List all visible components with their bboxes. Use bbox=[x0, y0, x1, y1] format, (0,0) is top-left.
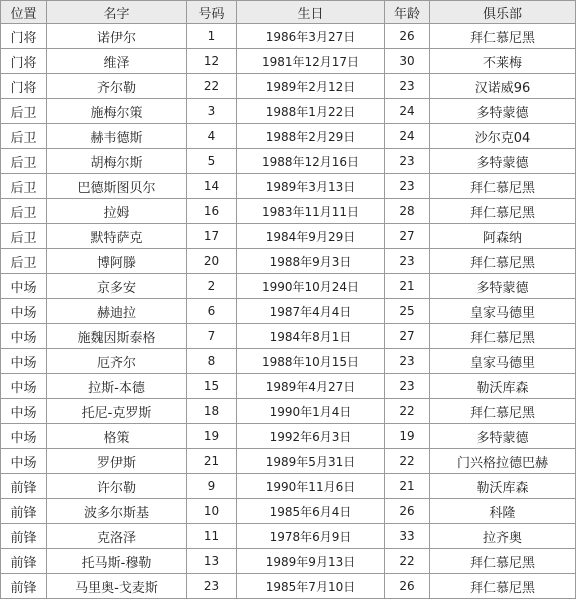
cell-number: 14 bbox=[187, 174, 237, 199]
cell-club: 门兴格拉德巴赫 bbox=[430, 449, 576, 474]
table-body bbox=[1, 24, 576, 599]
cell-position: 中场 bbox=[1, 374, 47, 399]
cell-club: 拜仁慕尼黑 bbox=[430, 574, 576, 599]
table-row bbox=[1, 574, 576, 599]
cell-position: 中场 bbox=[1, 349, 47, 374]
header-birthday: 生日 bbox=[237, 1, 385, 24]
cell-position: 后卫 bbox=[1, 124, 47, 149]
cell-birthday: 1988年1月22日 bbox=[237, 99, 385, 124]
cell-name: 克洛泽 bbox=[47, 524, 187, 549]
table-row bbox=[1, 474, 576, 499]
table-row bbox=[1, 149, 576, 174]
table-row bbox=[1, 299, 576, 324]
cell-position: 后卫 bbox=[1, 199, 47, 224]
table-row bbox=[1, 449, 576, 474]
cell-number: 4 bbox=[187, 124, 237, 149]
cell-number: 17 bbox=[187, 224, 237, 249]
cell-position: 后卫 bbox=[1, 174, 47, 199]
cell-club: 拜仁慕尼黑 bbox=[430, 399, 576, 424]
cell-name: 许尔勒 bbox=[47, 474, 187, 499]
cell-name: 格策 bbox=[47, 424, 187, 449]
cell-club: 勒沃库森 bbox=[430, 374, 576, 399]
cell-position: 中场 bbox=[1, 324, 47, 349]
cell-club: 沙尔克04 bbox=[430, 124, 576, 149]
cell-club: 拉齐奥 bbox=[430, 524, 576, 549]
cell-birthday: 1978年6月9日 bbox=[237, 524, 385, 549]
cell-number: 9 bbox=[187, 474, 237, 499]
cell-birthday: 1988年10月15日 bbox=[237, 349, 385, 374]
cell-name: 巴德斯图贝尔 bbox=[47, 174, 187, 199]
cell-position: 前锋 bbox=[1, 524, 47, 549]
header-row bbox=[1, 1, 576, 24]
cell-age: 26 bbox=[385, 24, 430, 49]
cell-age: 19 bbox=[385, 424, 430, 449]
cell-club: 拜仁慕尼黑 bbox=[430, 174, 576, 199]
cell-number: 2 bbox=[187, 274, 237, 299]
cell-number: 16 bbox=[187, 199, 237, 224]
cell-age: 23 bbox=[385, 74, 430, 99]
cell-number: 19 bbox=[187, 424, 237, 449]
cell-number: 6 bbox=[187, 299, 237, 324]
cell-position: 中场 bbox=[1, 399, 47, 424]
cell-age: 23 bbox=[385, 374, 430, 399]
cell-position: 门将 bbox=[1, 74, 47, 99]
cell-club: 拜仁慕尼黑 bbox=[430, 24, 576, 49]
cell-age: 26 bbox=[385, 574, 430, 599]
table-row bbox=[1, 399, 576, 424]
cell-position: 中场 bbox=[1, 274, 47, 299]
cell-birthday: 1985年6月4日 bbox=[237, 499, 385, 524]
cell-number: 15 bbox=[187, 374, 237, 399]
cell-name: 诺伊尔 bbox=[47, 24, 187, 49]
cell-age: 23 bbox=[385, 349, 430, 374]
cell-number: 5 bbox=[187, 149, 237, 174]
cell-birthday: 1984年9月29日 bbox=[237, 224, 385, 249]
cell-age: 23 bbox=[385, 149, 430, 174]
cell-number: 7 bbox=[187, 324, 237, 349]
cell-position: 中场 bbox=[1, 449, 47, 474]
cell-age: 28 bbox=[385, 199, 430, 224]
cell-name: 齐尔勒 bbox=[47, 74, 187, 99]
table-row bbox=[1, 99, 576, 124]
cell-number: 13 bbox=[187, 549, 237, 574]
cell-birthday: 1989年4月27日 bbox=[237, 374, 385, 399]
cell-club: 皇家马德里 bbox=[430, 349, 576, 374]
cell-club: 拜仁慕尼黑 bbox=[430, 549, 576, 574]
cell-number: 11 bbox=[187, 524, 237, 549]
cell-name: 默特萨克 bbox=[47, 224, 187, 249]
cell-number: 1 bbox=[187, 24, 237, 49]
table-row bbox=[1, 199, 576, 224]
cell-birthday: 1986年3月27日 bbox=[237, 24, 385, 49]
cell-name: 施梅尔策 bbox=[47, 99, 187, 124]
cell-name: 维泽 bbox=[47, 49, 187, 74]
cell-position: 门将 bbox=[1, 49, 47, 74]
cell-birthday: 1987年4月4日 bbox=[237, 299, 385, 324]
cell-birthday: 1988年2月29日 bbox=[237, 124, 385, 149]
cell-birthday: 1988年12月16日 bbox=[237, 149, 385, 174]
cell-name: 罗伊斯 bbox=[47, 449, 187, 474]
cell-club: 拜仁慕尼黑 bbox=[430, 324, 576, 349]
cell-birthday: 1989年5月31日 bbox=[237, 449, 385, 474]
cell-name: 博阿滕 bbox=[47, 249, 187, 274]
table-row bbox=[1, 124, 576, 149]
table-row bbox=[1, 274, 576, 299]
table-header bbox=[1, 1, 576, 24]
table-row bbox=[1, 349, 576, 374]
cell-birthday: 1989年3月13日 bbox=[237, 174, 385, 199]
cell-position: 前锋 bbox=[1, 474, 47, 499]
cell-number: 20 bbox=[187, 249, 237, 274]
cell-position: 后卫 bbox=[1, 99, 47, 124]
cell-birthday: 1990年11月6日 bbox=[237, 474, 385, 499]
cell-age: 23 bbox=[385, 174, 430, 199]
cell-number: 8 bbox=[187, 349, 237, 374]
header-position: 位置 bbox=[1, 1, 47, 24]
cell-club: 多特蒙德 bbox=[430, 149, 576, 174]
cell-name: 赫迪拉 bbox=[47, 299, 187, 324]
cell-age: 22 bbox=[385, 399, 430, 424]
cell-position: 前锋 bbox=[1, 499, 47, 524]
table-row bbox=[1, 374, 576, 399]
cell-club: 皇家马德里 bbox=[430, 299, 576, 324]
cell-birthday: 1990年1月4日 bbox=[237, 399, 385, 424]
cell-age: 21 bbox=[385, 274, 430, 299]
cell-club: 阿森纳 bbox=[430, 224, 576, 249]
cell-birthday: 1984年8月1日 bbox=[237, 324, 385, 349]
cell-position: 后卫 bbox=[1, 149, 47, 174]
cell-name: 厄齐尔 bbox=[47, 349, 187, 374]
table-row bbox=[1, 499, 576, 524]
cell-club: 多特蒙德 bbox=[430, 274, 576, 299]
cell-number: 10 bbox=[187, 499, 237, 524]
cell-birthday: 1989年9月13日 bbox=[237, 549, 385, 574]
cell-club: 科隆 bbox=[430, 499, 576, 524]
cell-club: 汉诺威96 bbox=[430, 74, 576, 99]
header-club: 俱乐部 bbox=[430, 1, 576, 24]
header-age: 年龄 bbox=[385, 1, 430, 24]
cell-position: 前锋 bbox=[1, 574, 47, 599]
cell-age: 22 bbox=[385, 449, 430, 474]
header-name: 名字 bbox=[47, 1, 187, 24]
cell-position: 门将 bbox=[1, 24, 47, 49]
cell-club: 多特蒙德 bbox=[430, 99, 576, 124]
cell-birthday: 1988年9月3日 bbox=[237, 249, 385, 274]
cell-birthday: 1981年12月17日 bbox=[237, 49, 385, 74]
cell-age: 30 bbox=[385, 49, 430, 74]
cell-birthday: 1985年7月10日 bbox=[237, 574, 385, 599]
cell-number: 12 bbox=[187, 49, 237, 74]
table-row bbox=[1, 24, 576, 49]
header-number: 号码 bbox=[187, 1, 237, 24]
table-row bbox=[1, 74, 576, 99]
cell-number: 22 bbox=[187, 74, 237, 99]
cell-club: 拜仁慕尼黑 bbox=[430, 249, 576, 274]
table-row bbox=[1, 549, 576, 574]
cell-club: 多特蒙德 bbox=[430, 424, 576, 449]
table-row bbox=[1, 174, 576, 199]
cell-name: 拉斯-本德 bbox=[47, 374, 187, 399]
table-row bbox=[1, 249, 576, 274]
cell-position: 中场 bbox=[1, 424, 47, 449]
cell-number: 3 bbox=[187, 99, 237, 124]
cell-birthday: 1990年10月24日 bbox=[237, 274, 385, 299]
cell-age: 33 bbox=[385, 524, 430, 549]
table-row bbox=[1, 224, 576, 249]
cell-age: 24 bbox=[385, 124, 430, 149]
cell-name: 托尼-克罗斯 bbox=[47, 399, 187, 424]
cell-number: 23 bbox=[187, 574, 237, 599]
cell-name: 马里奥-戈麦斯 bbox=[47, 574, 187, 599]
cell-name: 波多尔斯基 bbox=[47, 499, 187, 524]
table-row bbox=[1, 524, 576, 549]
cell-birthday: 1983年11月11日 bbox=[237, 199, 385, 224]
cell-position: 中场 bbox=[1, 299, 47, 324]
cell-name: 拉姆 bbox=[47, 199, 187, 224]
cell-birthday: 1989年2月12日 bbox=[237, 74, 385, 99]
cell-club: 不莱梅 bbox=[430, 49, 576, 74]
cell-age: 26 bbox=[385, 499, 430, 524]
cell-club: 拜仁慕尼黑 bbox=[430, 199, 576, 224]
cell-club: 勒沃库森 bbox=[430, 474, 576, 499]
cell-age: 27 bbox=[385, 324, 430, 349]
cell-birthday: 1992年6月3日 bbox=[237, 424, 385, 449]
cell-position: 前锋 bbox=[1, 549, 47, 574]
table-row bbox=[1, 49, 576, 74]
cell-age: 24 bbox=[385, 99, 430, 124]
cell-number: 18 bbox=[187, 399, 237, 424]
cell-name: 施魏因斯泰格 bbox=[47, 324, 187, 349]
cell-name: 京多安 bbox=[47, 274, 187, 299]
cell-age: 27 bbox=[385, 224, 430, 249]
cell-name: 胡梅尔斯 bbox=[47, 149, 187, 174]
cell-age: 25 bbox=[385, 299, 430, 324]
table-row bbox=[1, 424, 576, 449]
cell-position: 后卫 bbox=[1, 224, 47, 249]
cell-number: 21 bbox=[187, 449, 237, 474]
cell-name: 托马斯-穆勒 bbox=[47, 549, 187, 574]
cell-name: 赫韦德斯 bbox=[47, 124, 187, 149]
cell-position: 后卫 bbox=[1, 249, 47, 274]
table-row bbox=[1, 324, 576, 349]
cell-age: 23 bbox=[385, 249, 430, 274]
cell-age: 22 bbox=[385, 549, 430, 574]
cell-age: 21 bbox=[385, 474, 430, 499]
